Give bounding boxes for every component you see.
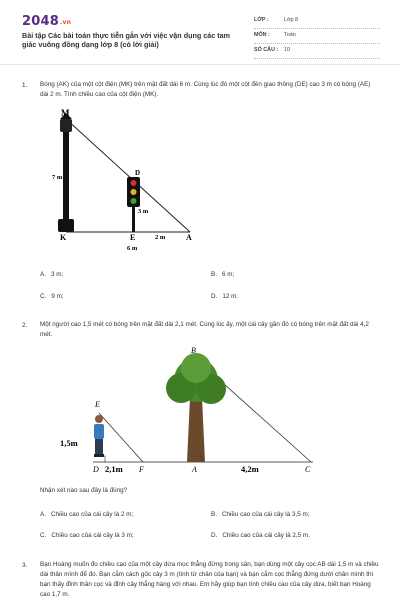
question-number: 3. (22, 562, 28, 569)
logo-suffix: .vn (59, 19, 72, 26)
option-text: Chiều cao của cái cây là 3,5 m; (221, 511, 310, 518)
person-feet (94, 454, 104, 457)
light-yellow (131, 189, 137, 195)
option-key: A. (40, 271, 46, 278)
option-d[interactable] (211, 532, 310, 539)
header-divider (0, 64, 400, 65)
light-red (131, 180, 137, 186)
page-header (0, 0, 400, 62)
option-key: C. (40, 532, 47, 539)
option-text: Chiều cao của cái cây là 2 m; (50, 511, 134, 518)
option-b[interactable] (211, 511, 309, 518)
person-body (94, 424, 104, 439)
question-text: Bóng (AK) của một cột điện (MK) trên mặt đất dài 6 m. Cùng lúc đó một cột đèn giao thông (DE) cao 3 m có bóng (AE) dài 2 m. Tính chiều cao của cột điện (MK). (40, 81, 371, 98)
point-label-k: K (60, 233, 67, 242)
point-label-d: D (93, 465, 99, 474)
meta-row-count (254, 44, 380, 59)
length-label-ea: 2 m (155, 234, 166, 241)
document-title: Bài tập Các bài toán thực tiễn gắn với việc vận dụng các tam giác vuông đồng dạng lớp 8 (có lời giải) (22, 31, 231, 49)
length-label-ka: 6 m (127, 245, 138, 252)
site-logo[interactable] (22, 14, 71, 29)
option-key: D. (211, 532, 218, 539)
person-legs (95, 439, 103, 454)
option-key: A. (40, 511, 46, 518)
point-label-a: A (186, 233, 192, 242)
meta-row-subject (254, 29, 380, 44)
ray-line-person (99, 413, 143, 462)
figure-1 (40, 105, 210, 255)
meta-value: Lớp 8 (284, 17, 299, 23)
option-c[interactable] (40, 532, 134, 539)
figure-2 (55, 343, 325, 478)
meta-value: Toán (284, 32, 296, 38)
length-label-de: 3 m (138, 208, 149, 215)
option-text: Chiều cao của cái cây là 3 m; (51, 532, 134, 539)
point-label-b: B (191, 346, 196, 355)
option-text: 6 m; (221, 271, 235, 278)
light-green (131, 198, 137, 204)
meta-label: SỐ CÂU : (254, 47, 279, 53)
person-head (95, 415, 103, 423)
option-key: C. (40, 293, 47, 300)
option-key: B. (211, 511, 217, 518)
length-label-de: 1,5m (60, 438, 78, 448)
question-prompt: Nhận xét nào sau đây là đúng? (40, 487, 128, 494)
question-text: Bạn Hoàng muốn đo chiều cao của một cây dừa mọc thẳng đứng trong sân, bạn dùng một cây cọc AB dài 1,5 m và chiều dài thân mình để đo. Bạn cắm cách gốc cây 3 m (tính từ chân của bạn) và bạn cắm cọc thẳng đứng dưới chân mình thì bạn thấy đỉnh thân cọc và đỉnh cây thẳng hàng với nhau. Em hãy giúp bạn tính chiều cao của cây dừa, biết bạn Hoàng cao 1,7 m. (40, 561, 379, 598)
point-label-c: C (305, 465, 311, 474)
question-number: 1. (22, 82, 28, 89)
option-b[interactable] (211, 271, 234, 278)
meta-value: 10 (284, 47, 290, 53)
logo-text: 2048 (22, 14, 59, 29)
option-key: B. (211, 271, 217, 278)
option-text: Chiều cao của cái cây là 2,5 m. (222, 532, 310, 539)
meta-row-class (254, 14, 380, 29)
point-label-e: E (95, 400, 100, 409)
option-text: 9 m; (51, 293, 64, 300)
option-a[interactable] (40, 511, 133, 518)
length-label-mk: 7 m (52, 174, 63, 181)
tree-foliage (181, 353, 211, 383)
meta-label: LỚP : (254, 17, 269, 23)
point-label-d: D (135, 169, 141, 177)
point-label-f: F (139, 465, 144, 474)
meta-label: MÔN : (254, 32, 270, 38)
length-label-ac: 4,2m (241, 464, 259, 474)
lamp-head (60, 119, 72, 132)
option-d[interactable] (211, 293, 238, 300)
question-text: Một người cao 1,5 mét có bóng trên mặt đất dài 2,1 mét. Cùng lúc ấy, một cái cây gần đó có bóng trên mặt đất dài 4,2 mét. (40, 321, 369, 338)
point-label-m: M (61, 108, 70, 118)
point-label-a: A (192, 465, 197, 474)
ray-line (66, 119, 190, 232)
lamp-base (58, 219, 74, 232)
length-label-df: 2,1m (105, 464, 123, 474)
option-text: 3 m; (50, 271, 64, 278)
option-c[interactable] (40, 293, 64, 300)
meta-box (254, 14, 380, 59)
question-number: 2. (22, 322, 28, 329)
option-a[interactable] (40, 271, 63, 278)
option-key: D. (211, 293, 218, 300)
point-label-e: E (130, 233, 136, 242)
lamp-post (63, 131, 69, 232)
tree-trunk (187, 398, 205, 462)
option-text: 12 m. (222, 293, 239, 300)
